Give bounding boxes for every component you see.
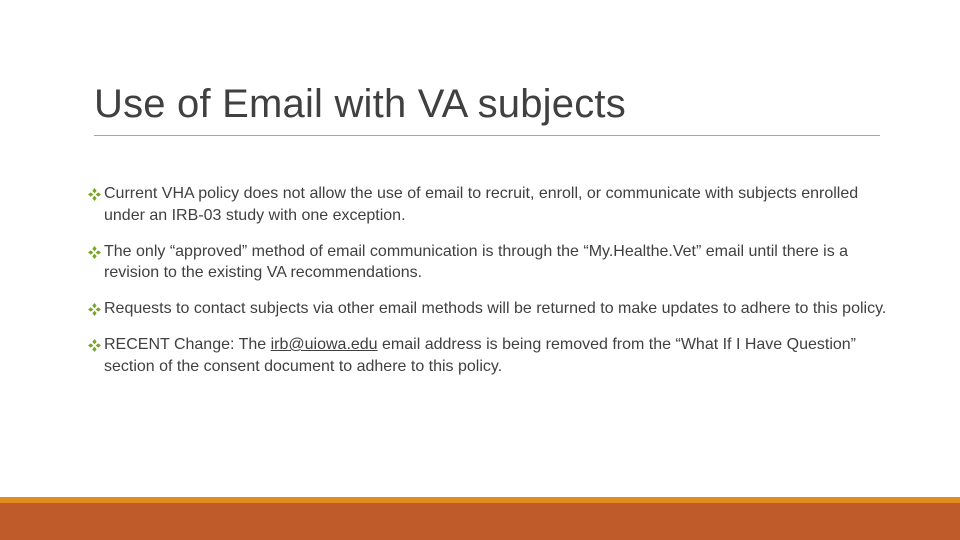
diamond-clover-bullet-icon — [88, 339, 101, 352]
diamond-clover-bullet-icon — [88, 188, 101, 201]
slide-title: Use of Email with VA subjects — [94, 82, 626, 126]
irb-email-link[interactable]: irb@uiowa.edu — [270, 336, 378, 353]
diamond-clover-bullet-icon — [88, 246, 101, 259]
footer-bar — [0, 503, 960, 540]
title-divider — [94, 135, 880, 136]
bullet-text: Current VHA policy does not allow the use of email to recruit, enroll, or communicate with subjects enrolled under an IRB-03 study with one exception. — [104, 185, 859, 224]
bullet-text — [94, 334, 888, 377]
bullet-list — [88, 183, 888, 392]
bullet-item — [88, 298, 888, 320]
bullet-text: Requests to contact subjects via other email methods will be returned to make updates to adhere to this policy. — [104, 300, 887, 317]
bullet-text: The only “approved” method of email communication is through the “My.Healthe.Vet” email until there is a revision to the existing VA recommendations. — [104, 242, 849, 281]
diamond-clover-bullet-icon — [88, 303, 101, 316]
bullet-item — [88, 241, 888, 284]
bullet-item — [88, 334, 888, 377]
bullet-text-before-link: RECENT Change: The — [104, 336, 271, 353]
bullet-item — [88, 183, 888, 226]
bullet-text-after-link: email address is being removed from the “What If I Have Question” section of the consent document to adhere to this policy. — [104, 336, 856, 375]
